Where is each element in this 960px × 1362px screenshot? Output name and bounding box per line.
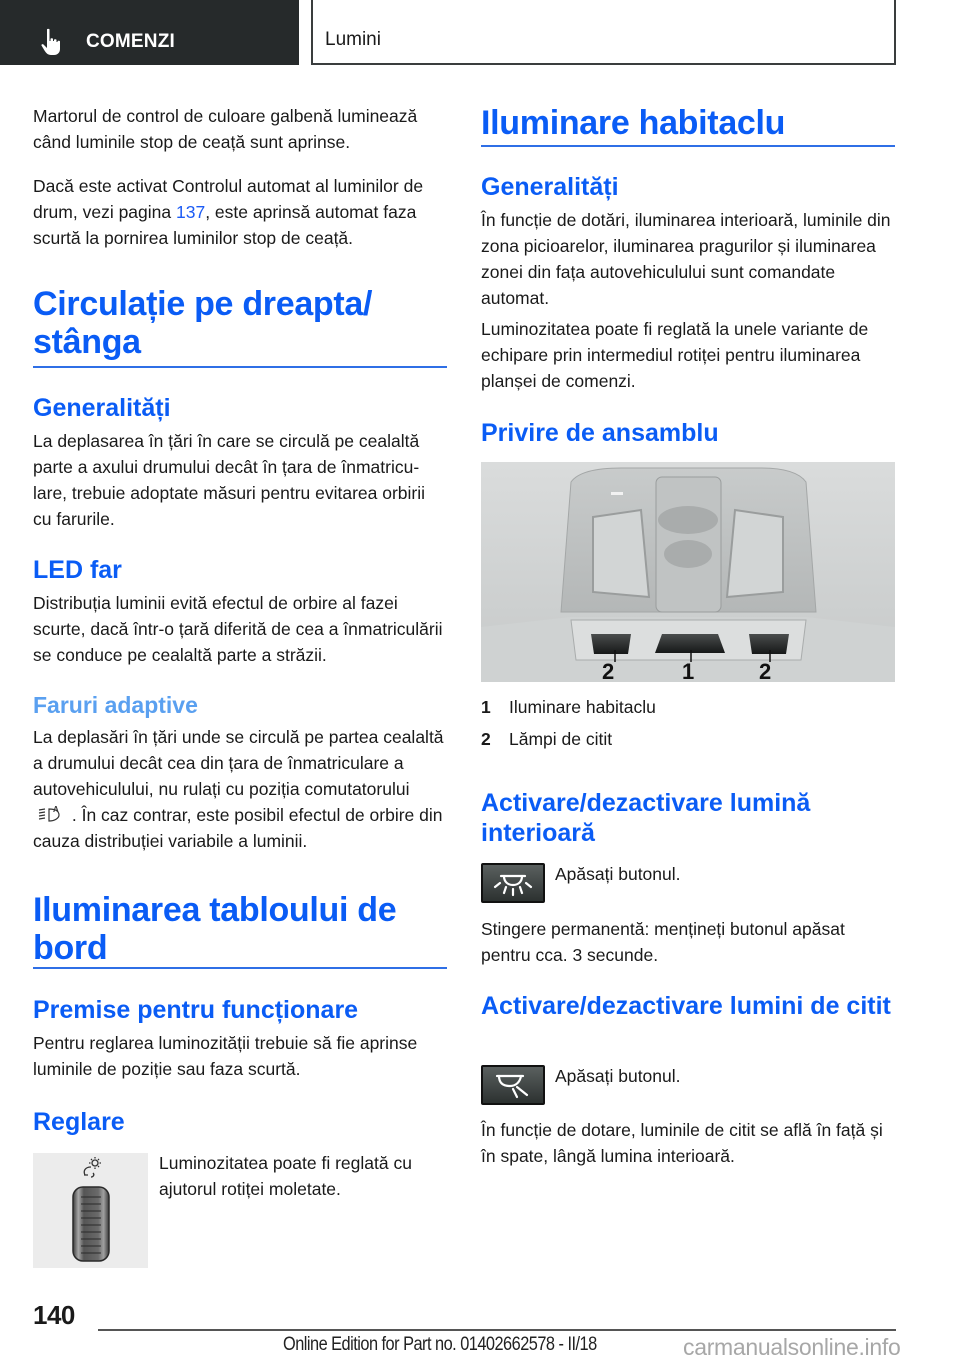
reading-light-button-image xyxy=(481,1065,545,1105)
subheading-generalitati-right: Generalități xyxy=(481,173,619,201)
subheading-overview: Privire de ansamblu xyxy=(481,419,719,447)
section-tab-label: Lumini xyxy=(325,29,381,50)
interior-action-text: Apăsați butonul. xyxy=(555,864,681,884)
footer-divider xyxy=(98,1329,896,1331)
overhead-console-figure xyxy=(481,462,895,682)
adaptive-text: La deplasări în țări unde se circulă pe partea cealaltă a drumului decât cea din țara de înmatriculare a autovehiculului, nu rulați cu poziția comutatorului xyxy=(33,727,444,799)
hand-pointer-icon xyxy=(40,28,64,56)
legend-number: 1 xyxy=(481,697,491,717)
section-title-dashboard-lighting: Iluminarea tabloului de bord xyxy=(33,891,397,967)
overhead-console-illustration xyxy=(481,462,895,682)
adaptive-paragraph xyxy=(33,724,447,854)
thumbwheel-icon xyxy=(33,1153,148,1268)
page-link-137[interactable]: 137 xyxy=(176,202,206,222)
legend-item xyxy=(481,726,612,752)
callout-reading-left: 2 xyxy=(602,659,615,682)
led-paragraph: Distribuția luminii evită efectul de orbire al fazei scurte, dacă într-o țară diferită de cea a înmatriculării se conduce pe cealaltă parte a străzii. xyxy=(33,593,443,665)
interior-note: Stingere permanentă: mențineți butonul apăsat pentru cca. 3 secunde. xyxy=(481,919,845,965)
chapter-tab xyxy=(0,0,299,65)
thumbwheel-figure xyxy=(33,1153,148,1268)
reading-action-text: Apăsați butonul. xyxy=(555,1066,681,1086)
interior-light-button-icon xyxy=(483,865,543,901)
section-divider xyxy=(33,967,447,969)
auto-headlight-icon xyxy=(33,804,67,824)
chapter-tab-label: COMENZI xyxy=(86,31,176,52)
subheading-generalitati: Generalități xyxy=(33,394,171,422)
intro-text-cont: , este aprinsă automat faza scurtă la pornirea luminilor stop de ceață. xyxy=(33,202,417,248)
subheading-reglare: Reglare xyxy=(33,1108,125,1136)
general-paragraph: La deplasarea în țări în care se circulă pe cealaltă parte a axului drumului decât în țara de înmatriculare, trebuie adoptate măsuri pentru evitarea orbirii cu farurile. xyxy=(33,431,426,529)
intro-paragraph-2 xyxy=(33,173,447,251)
section-tab xyxy=(311,0,896,65)
svg-text:A: A xyxy=(53,805,59,814)
subheading-led-far: LED far xyxy=(33,556,122,584)
reading-light-button-icon xyxy=(483,1067,543,1103)
legend-label: Iluminare habitaclu xyxy=(509,697,656,717)
edition-text: Online Edition for Part no. 01402662578 - II/18 xyxy=(283,1334,597,1355)
section-divider xyxy=(481,145,895,147)
premise-paragraph: Pentru reglarea luminozității trebuie să fie aprinse luminile de poziție sau faza scurtă. xyxy=(33,1033,418,1079)
interior-general-paragraph-2: Luminozitatea poate fi reglată la unele variante de echipare prin intermediul rotiței pentru iluminarea planșei de comenzi. xyxy=(481,319,869,391)
reglare-paragraph: Luminozitatea poate fi reglată cu ajutorul rotiței moletate. xyxy=(159,1153,412,1199)
intro-paragraph-1: Martorul de control de culoare galbenă luminează când luminile stop de ceață sunt aprinse. xyxy=(33,106,418,152)
interior-light-button-image xyxy=(481,863,545,903)
legend-label: Lămpi de citit xyxy=(509,729,613,749)
section-divider xyxy=(33,366,447,368)
intro-text: Dacă este activat Controlul automat al luminilor de drum, vezi pagina xyxy=(33,176,424,222)
interior-general-paragraph-1: În funcție de dotări, iluminarea interioară, luminile din zona picioarelor, iluminarea pragurilor și iluminarea zonei din fața autovehiculului sunt comandate automat. xyxy=(481,210,891,308)
page-number: 140 xyxy=(33,1300,75,1330)
adaptive-text-cont: . În caz contrar, este posibil efectul de orbire din cauza distribuției variabile a luminii. xyxy=(33,805,443,851)
subheading-premise: Premise pentru funcționare xyxy=(33,996,359,1024)
legend-number: 2 xyxy=(481,729,491,749)
reading-note: În funcție de dotare, luminile de citit se află în față și în spate, lângă lumina interioară. xyxy=(481,1120,883,1166)
subheading-reading-lights: Activare/dezactivare lumini de citit xyxy=(481,992,891,1020)
callout-reading-right: 2 xyxy=(759,659,772,682)
section-title-traffic-side: Circulație pe dreapta/ stânga xyxy=(33,285,373,361)
watermark: carmanualsonline.info xyxy=(683,1334,901,1360)
subheading-interior-light: Activare/dezactivare lumină interioară xyxy=(481,789,811,847)
subheading-faruri-adaptive: Faruri adaptive xyxy=(33,692,198,718)
legend-item xyxy=(481,694,656,720)
section-title-interior-lighting: Iluminare habitaclu xyxy=(481,104,786,142)
callout-interior: 1 xyxy=(682,659,695,682)
